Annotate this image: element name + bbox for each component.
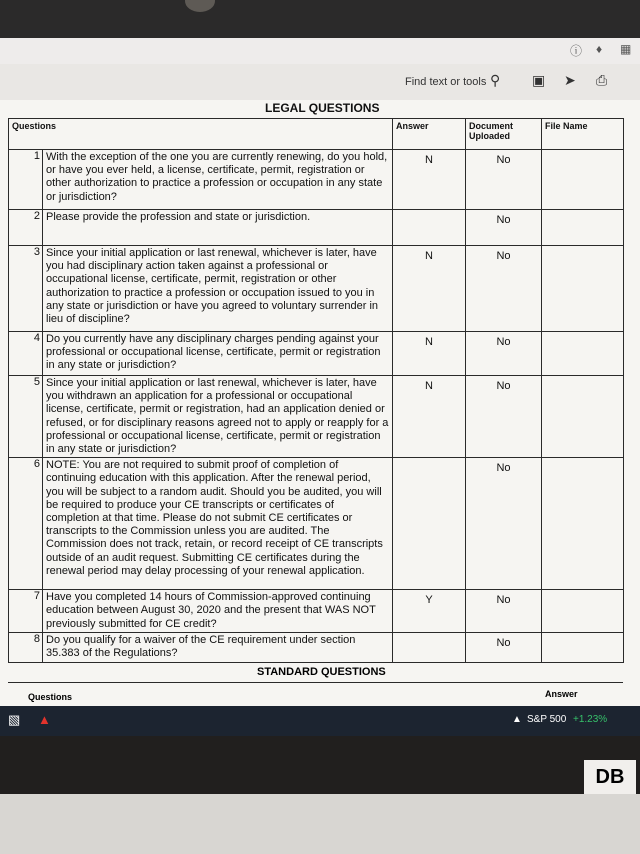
- table-row: [9, 150, 624, 210]
- file-name-cell[interactable]: [542, 376, 624, 458]
- question-number: 1: [9, 150, 43, 210]
- document-uploaded-cell: No: [466, 150, 542, 210]
- answer-cell[interactable]: N: [393, 150, 466, 210]
- monitor-bezel: [0, 0, 640, 38]
- table-row: [9, 246, 624, 332]
- document-uploaded-cell: No: [466, 590, 542, 633]
- question-text: Since your initial application or last renewal, whichever is later, have you had disciplinary action taken against a professional or occupational license, certificate, permit, registration or other authorization to practice a profession or occupation issued to you in any state or jurisdiction or have you agreed to voluntary surrender in lieu of discipline?: [43, 246, 393, 332]
- standard-questions-header: [8, 682, 623, 705]
- file-name-cell[interactable]: [542, 210, 624, 246]
- question-text: Have you completed 14 hours of Commission-approved continuing education between August 30, 2020 and the present that WAS NOT previously submitted for CE credit?: [43, 590, 393, 633]
- document-uploaded-cell: No: [466, 632, 542, 662]
- question-number: 4: [9, 332, 43, 376]
- table-row: [9, 590, 624, 633]
- section-title: LEGAL QUESTIONS: [265, 101, 380, 115]
- ticker-change: +1.23%: [573, 714, 608, 725]
- bell-icon[interactable]: ♦: [596, 42, 603, 56]
- table-row: [9, 458, 624, 590]
- question-number: 5: [9, 376, 43, 458]
- table-row: [9, 632, 624, 662]
- standard-questions-label: Questions: [28, 692, 73, 702]
- save-icon[interactable]: ▣: [532, 72, 546, 88]
- answer-cell[interactable]: N: [393, 332, 466, 376]
- file-name-cell[interactable]: [542, 632, 624, 662]
- question-text: Since your initial application or last renewal, whichever is later, have you withdrawn an application for a professional or occupational license, certificate, permit or registration, had an application denied or refused, or for disciplinary reasons agreed not to apply or reapply for a professional or occupational license, certificate, permit or registration in any state or jurisdiction?: [43, 376, 393, 458]
- help-icon[interactable]: ⓘ: [570, 44, 583, 58]
- document-header: Document Uploaded: [466, 119, 542, 150]
- search-icon[interactable]: ⚲: [490, 72, 501, 88]
- question-text: Do you qualify for a waiver of the CE requirement under section 35.383 of the Regulations?: [43, 632, 393, 662]
- file-name-cell[interactable]: [542, 590, 624, 633]
- questions-header: Questions: [9, 119, 393, 150]
- table-row: [9, 210, 624, 246]
- document-uploaded-cell: No: [466, 246, 542, 332]
- file-name-cell[interactable]: [542, 458, 624, 590]
- question-text: With the exception of the one you are currently renewing, do you hold, or have you ever held, a license, certificate, permit, registration or other authorization to practice a profession or occupation in any state or jurisdiction?: [43, 150, 393, 210]
- table-row: [9, 332, 624, 376]
- answer-cell[interactable]: [393, 632, 466, 662]
- stock-trend-icon: ▲: [512, 714, 522, 725]
- print-icon[interactable]: ⎙: [596, 72, 608, 88]
- question-number: 6: [9, 458, 43, 590]
- answer-header: Answer: [393, 119, 466, 150]
- file-name-cell[interactable]: [542, 332, 624, 376]
- browser-top-bar: [0, 38, 640, 64]
- sticker-label: DB: [584, 760, 636, 794]
- document-uploaded-cell: No: [466, 458, 542, 590]
- answer-cell[interactable]: Y: [393, 590, 466, 633]
- document-uploaded-cell: No: [466, 210, 542, 246]
- question-number: 2: [9, 210, 43, 246]
- answer-cell[interactable]: N: [393, 376, 466, 458]
- question-text: Do you currently have any disciplinary charges pending against your professional or occupational license, certificate, permit or registration in any state or jurisdiction?: [43, 332, 393, 376]
- monitor-base: [0, 736, 640, 854]
- question-number: 8: [9, 632, 43, 662]
- file-name-header: File Name: [542, 119, 624, 150]
- question-number: 7: [9, 590, 43, 633]
- document-uploaded-cell: No: [466, 376, 542, 458]
- standard-answer-label: Answer: [545, 689, 578, 699]
- document-uploaded-cell: No: [466, 332, 542, 376]
- camera: [185, 0, 215, 12]
- taskbar: [0, 706, 640, 736]
- pdf-page: [0, 100, 640, 706]
- standard-questions-title: STANDARD QUESTIONS: [257, 666, 386, 678]
- share-icon[interactable]: ➤: [564, 72, 576, 88]
- folder-icon[interactable]: ▧: [8, 712, 21, 727]
- answer-cell[interactable]: [393, 210, 466, 246]
- answer-cell[interactable]: [393, 458, 466, 590]
- question-text: NOTE: You are not required to submit proof of completion of continuing education with this application. After the renewal period, you will be subject to a random audit. Should you be audited, you will be required to produce your CE transcripts or certificates of completion at that time. Please do not submit CE certificates or transcripts to the Commission unless you are audited. The Commission does not track, retain, or record receipt of CE transcripts outside of an audit request. Submitting CE certificates during the renewal period may delay processing of your renewal application.: [43, 458, 393, 590]
- file-name-cell[interactable]: [542, 150, 624, 210]
- question-text: Please provide the profession and state or jurisdiction.: [43, 210, 393, 246]
- find-text-tools[interactable]: Find text or tools: [405, 76, 487, 88]
- bezel-bottom: [0, 736, 640, 794]
- question-number: 3: [9, 246, 43, 332]
- answer-cell[interactable]: N: [393, 246, 466, 332]
- header-row: [9, 119, 624, 150]
- pdf-toolbar: [0, 64, 640, 101]
- apps-grid-icon[interactable]: ▦: [620, 42, 632, 56]
- legal-questions-table: [8, 118, 624, 663]
- table-row: [9, 376, 624, 458]
- acrobat-icon[interactable]: ▲: [38, 712, 51, 727]
- file-name-cell[interactable]: [542, 246, 624, 332]
- ticker-name[interactable]: S&P 500: [527, 714, 567, 725]
